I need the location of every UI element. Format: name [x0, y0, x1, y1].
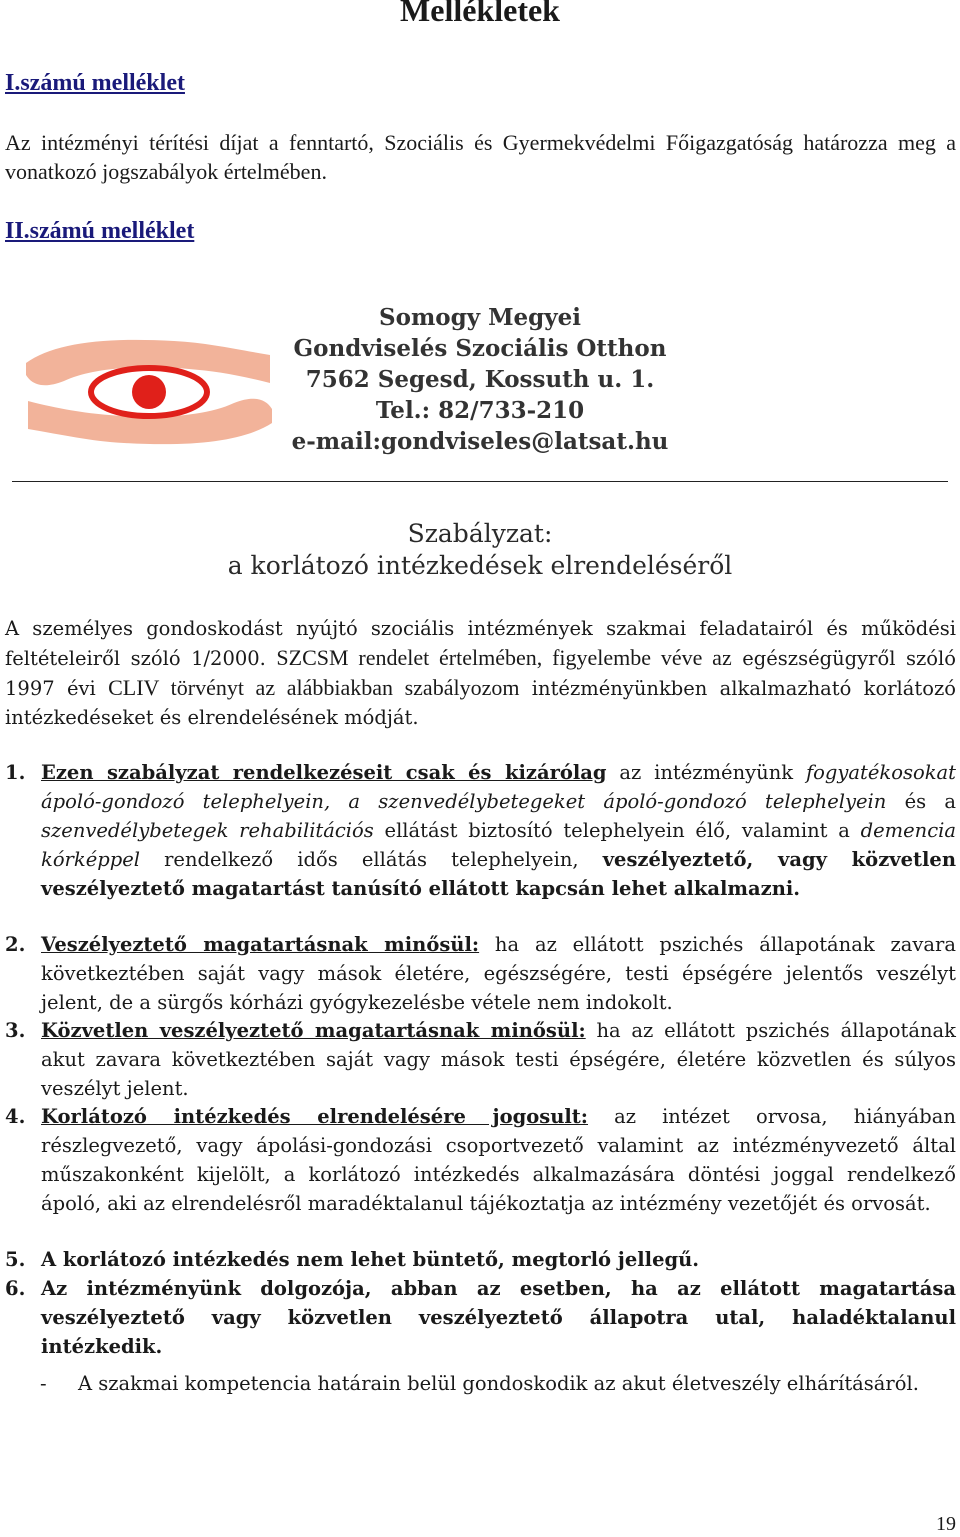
item-lead: Korlátozó intézkedés elrendelésére jogosult:	[41, 1105, 589, 1128]
item-text: ha az ellátott pszichés állapotának zavara következtében saját vagy mások életére, egészségére, testi épségére jelentős veszélyt jelent, de a sürgős kórházi gyógykezelésbe vétele nem indokolt.	[41, 933, 957, 1014]
item-text: az intézet orvosa, hiányában részlegvezető, vagy ápolási-gondozási csoportvezető valamint az intézményvezető által műszakonként kijelölt, a korlátozó intézkedés alkalmazására döntési joggal rendelkező ápoló, aki az elrendelésről maradéktalanul tájékoztatja az intézmény vezetőjét és orvosát.	[41, 1105, 956, 1215]
item-text: ellátást biztosító telephelyein élő, valamint a	[373, 819, 861, 842]
dash-item-text: A szakmai kompetencia határain belül gondoskodik az akut életveszély elhárításáról.	[78, 1372, 919, 1395]
item-bold: A korlátozó intézkedés nem lehet büntető, megtorló jellegű.	[41, 1248, 700, 1271]
item-lead: Közvetlen veszélyeztető magatartásnak minősül:	[41, 1019, 586, 1042]
item-lead: Veszélyeztető magatartásnak minősül:	[41, 933, 480, 956]
item-italic: fogyatékosokat ápoló-gondozó telephelyein, a szenvedélybetegeket ápoló-gondozó telephelyein	[41, 761, 956, 813]
annex-2-heading: II.számú melléklet	[5, 218, 195, 244]
item-number: 6.	[5, 1277, 26, 1300]
item-bold: veszélyeztető, vagy közvetlen veszélyeztető magatartást tanúsító ellátott kapcsán lehet alkalmazni.	[41, 848, 956, 900]
letterhead-divider	[12, 481, 948, 482]
list-item	[41, 1245, 956, 1274]
intro-text-4: CLIV törvényt az alábbiakban szabályozom	[108, 675, 520, 700]
page-number: 19	[936, 1513, 956, 1535]
list-item	[41, 1274, 956, 1361]
org-address: 7562 Segesd, Kossuth u. 1.	[305, 366, 655, 393]
list-item	[41, 1102, 956, 1218]
item-number: 1.	[5, 761, 26, 784]
org-name-line2: Gondviselés Szociális Otthon	[293, 335, 667, 362]
intro-text-1: A személyes gondoskodást nyújtó szociális intézmények szakmai feladatairól és működési feltételeiről szóló 1/2000.	[5, 617, 956, 670]
item-number: 2.	[5, 933, 26, 956]
dash-marker: -	[40, 1372, 47, 1395]
item-text: ha az ellátott pszichés állapotának akut zavara következtében saját vagy mások testi épségére, életére közvetlen és súlyos veszélyt jelent.	[41, 1019, 956, 1100]
intro-text-2: SZCSM rendelet értelmében, figyelembe véve az	[276, 645, 732, 670]
org-email: e-mail:gondviseles@latsat.hu	[291, 428, 669, 455]
item-text: és a	[886, 790, 956, 813]
item-number: 5.	[5, 1248, 26, 1271]
item-lead: Ezen szabályzat rendelkezéseit csak és kizárólag	[41, 761, 607, 784]
regulation-title: Szabályzat:	[407, 519, 553, 548]
regulation-subtitle: a korlátozó intézkedések elrendeléséről	[227, 551, 733, 580]
item-italic: demencia kórképpel	[41, 819, 956, 871]
item-italic: szenvedélybetegek rehabilitációs	[41, 819, 374, 842]
item-text: az intézményünk	[606, 761, 806, 784]
list-item	[41, 1016, 956, 1103]
item-number: 4.	[5, 1105, 26, 1128]
list-item	[41, 930, 956, 1017]
item-number: 3.	[5, 1019, 26, 1042]
annex-1-text: Az intézményi térítési díjat a fenntartó, Szociális és Gyermekvédelmi Főigazgatóság határozza meg a vonatkozó jogszabályok értelmében.	[5, 130, 956, 184]
regulation-intro	[5, 614, 956, 732]
intro-text-3: egészségügyről szóló 1997 évi	[5, 647, 956, 700]
org-phone: Tel.: 82/733-210	[375, 397, 585, 424]
item-text: rendelkező idős ellátás telephelyein,	[139, 848, 603, 871]
page-title: Mellékletek	[400, 0, 560, 28]
list-item	[41, 758, 956, 903]
item-bold: Az intézményünk dolgozója, abban az esetben, ha az ellátott magatartása veszélyeztető vagy közvetlen veszélyeztető állapotra utal, haladéktalanul intézkedik.	[41, 1277, 956, 1358]
intro-text-5: intézményünkben alkalmazható korlátozó intézkedéseket és elrendelésének módját.	[5, 677, 957, 729]
org-name-line1: Somogy Megyei	[379, 304, 581, 331]
annex-1-heading: I.számú melléklet	[5, 70, 185, 96]
